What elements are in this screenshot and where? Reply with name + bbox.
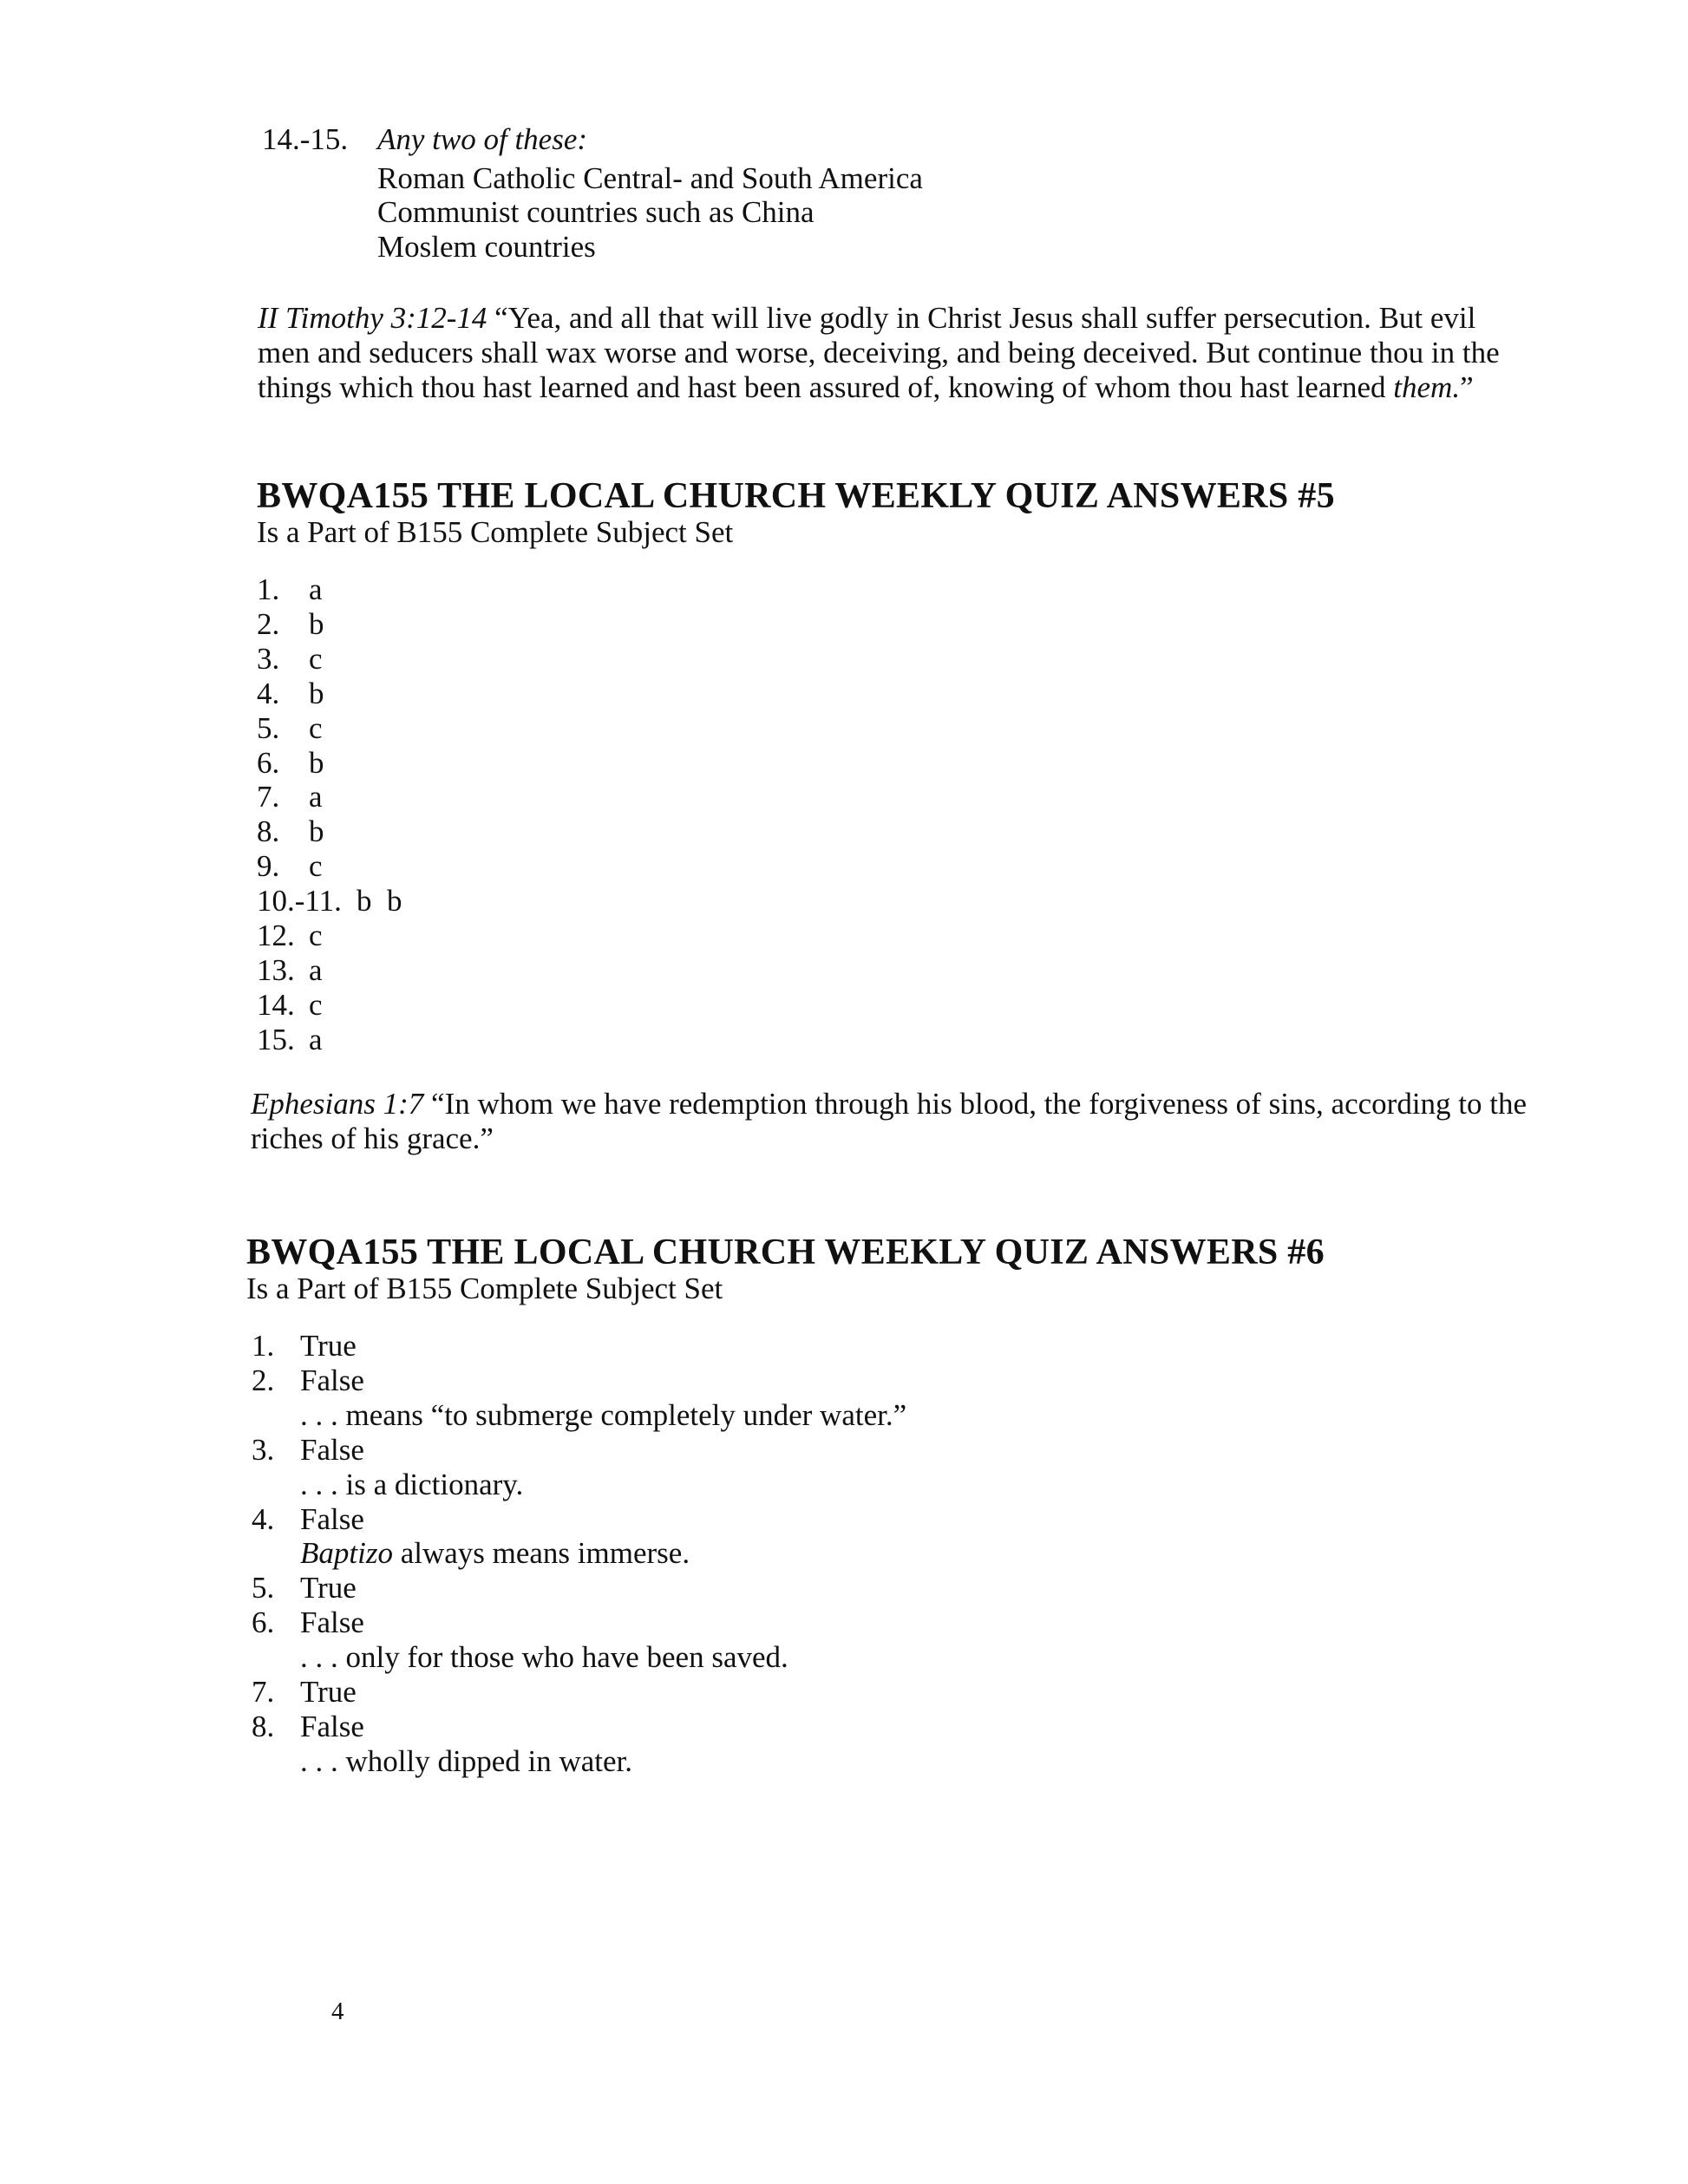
answer-number: 5. (252, 1571, 275, 1605)
answer-note-emphasis: Baptizo (300, 1536, 393, 1571)
answer-number: 5. (257, 710, 280, 745)
answer-value: c (309, 710, 323, 745)
answer-number: 13. (257, 952, 295, 987)
answer-note (300, 1468, 523, 1502)
answer-note-text: . . . only for those who have been saved. (300, 1640, 788, 1675)
answer-number: 3. (252, 1432, 275, 1467)
answer-number: 8. (252, 1709, 275, 1743)
answer-value: b (309, 676, 324, 710)
answer-number: 9. (257, 849, 280, 884)
top-list-item: Communist countries such as China (377, 195, 815, 229)
answer-number: 6. (252, 1605, 275, 1640)
answer-value: a (309, 780, 323, 814)
verse-text: “In whom we have redemption through his blood, the forgiveness of sins, according to the (423, 1087, 1528, 1121)
answer-value: a (309, 1022, 323, 1056)
answer-number: 2. (252, 1363, 275, 1397)
page-number: 4 (331, 1998, 344, 2025)
verse-paragraph (251, 1087, 1569, 1156)
answer-value: b (309, 745, 324, 780)
answer-value: False (300, 1709, 364, 1743)
answer-value: True (300, 1675, 357, 1709)
answer-number: 1. (257, 572, 280, 606)
answer-value: b b (357, 884, 402, 919)
section-title: BWQA155 THE LOCAL CHURCH WEEKLY QUIZ ANSWERS #5 (257, 476, 1335, 516)
answer-value: b (309, 606, 324, 641)
top-instruction: Any two of these: (377, 122, 588, 156)
answer-value: c (309, 987, 323, 1022)
verse-text: “Yea, and all that will live godly in Christ Jesus shall suffer persecution. But evil (487, 301, 1476, 335)
answer-value: True (300, 1329, 357, 1363)
top-list-item: Roman Catholic Central- and South America (377, 161, 923, 195)
verse-line (258, 370, 1572, 405)
answer-value: c (309, 849, 323, 884)
answer-note (300, 1536, 690, 1571)
answer-value: False (300, 1605, 364, 1640)
answer-value: b (309, 814, 324, 849)
answer-value: a (309, 952, 323, 987)
answer-number: 10.-11. (257, 884, 342, 919)
verse-line (258, 301, 1572, 336)
answer-value: False (300, 1432, 364, 1467)
answer-number: 1. (252, 1329, 275, 1363)
answer-number: 7. (257, 780, 280, 814)
top-range-label: 14.-15. (262, 122, 349, 156)
verse-reference: Ephesians 1:7 (251, 1087, 424, 1121)
answer-note-text: . . . means “to submerge completely under water.” (300, 1397, 907, 1432)
answer-number: 7. (252, 1675, 275, 1709)
verse-paragraph (258, 301, 1572, 405)
section-subtitle: Is a Part of B155 Complete Subject Set (246, 1272, 723, 1305)
answer-note (300, 1398, 906, 1433)
answer-value: True (300, 1571, 357, 1605)
answer-note (300, 1744, 632, 1779)
answer-number: 12. (257, 919, 295, 952)
answer-note-text: always means immerse. (392, 1536, 690, 1571)
verse-text: ” (1460, 370, 1474, 404)
answer-number: 2. (257, 606, 280, 641)
answer-value: c (309, 919, 323, 952)
answer-number: 3. (257, 641, 280, 676)
section-title: BWQA155 THE LOCAL CHURCH WEEKLY QUIZ ANSWERS #6 (246, 1233, 1325, 1272)
answer-value: False (300, 1363, 364, 1397)
answer-number: 15. (257, 1022, 295, 1056)
answer-note-text: . . . is a dictionary. (300, 1467, 524, 1501)
answer-value: False (300, 1501, 364, 1536)
answer-number: 4. (257, 676, 280, 710)
verse-line (251, 1087, 1569, 1121)
section-subtitle: Is a Part of B155 Complete Subject Set (257, 515, 734, 549)
verse-line: men and seducers shall wax worse and worse, deceiving, and being deceived. But continue thou in the (258, 336, 1500, 369)
top-list-item: Moslem countries (377, 230, 596, 264)
answer-note (300, 1640, 788, 1675)
verse-text: things which thou hast learned and hast been assured of, knowing of whom thou hast learned (258, 370, 1394, 404)
verse-line: riches of his grace.” (251, 1121, 494, 1155)
answer-number: 4. (252, 1501, 275, 1536)
verse-emphasis: them. (1393, 370, 1461, 404)
verse-reference: II Timothy 3:12-14 (258, 301, 487, 335)
answer-value: a (309, 572, 323, 606)
answer-number: 8. (257, 814, 280, 849)
answer-number: 14. (257, 987, 295, 1022)
answer-note-text: . . . wholly dipped in water. (300, 1743, 633, 1778)
answer-value: c (309, 641, 323, 676)
answer-number: 6. (257, 745, 280, 780)
